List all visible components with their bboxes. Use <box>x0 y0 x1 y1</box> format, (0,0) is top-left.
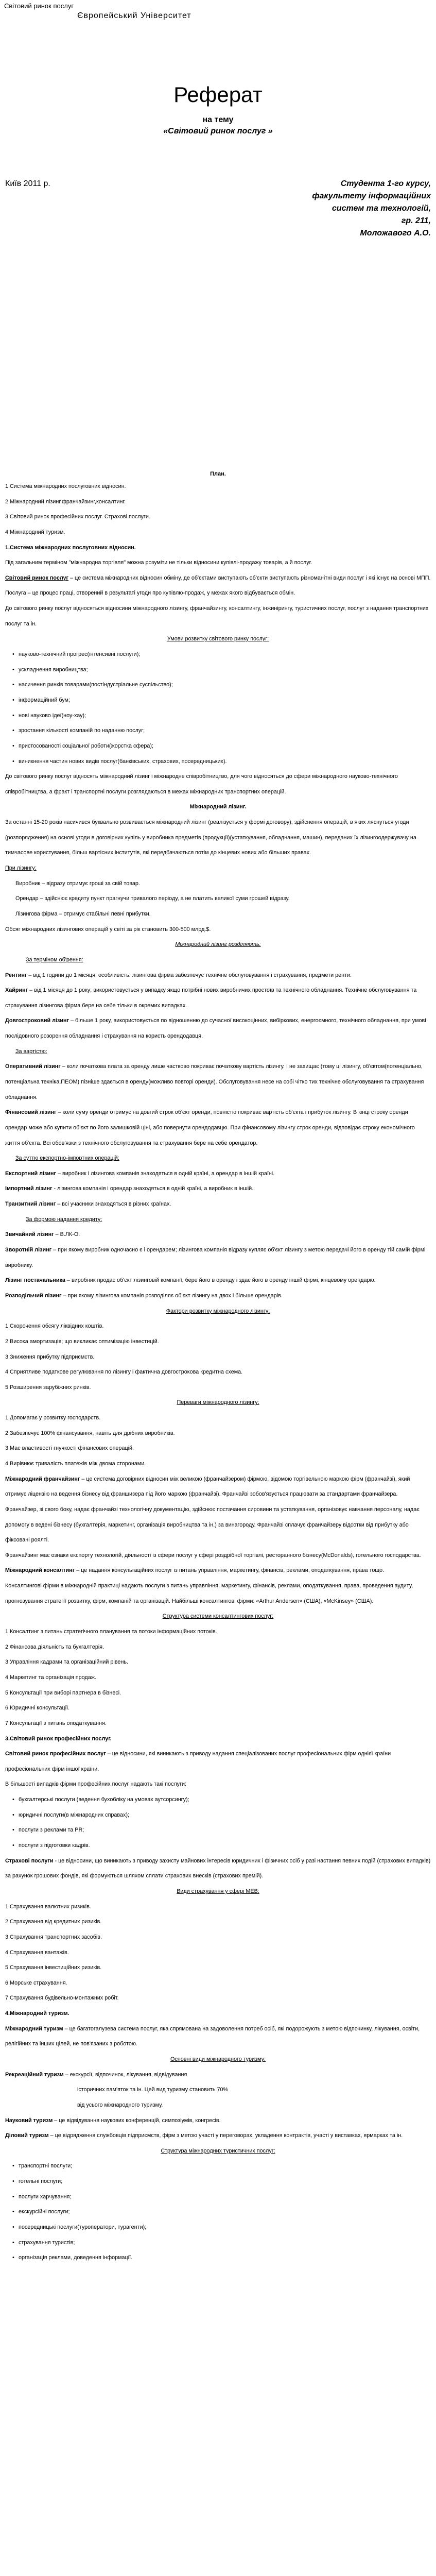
list-item: • пристосованості соціальної роботи(жорстка сфера); <box>5 739 431 754</box>
author-line: систем та технологій, <box>332 204 431 213</box>
text-line: Хайринг – від 1 місяця до 1 року; використовується у випадку якщо потрібні нових виробничих простоїв та технічного обладнання. Технічне обслуговування та страхування лізингова фірма бере на себе тільки в окремих випадках. <box>5 987 417 1009</box>
term-heading: Оперативний лізинг <box>5 1063 61 1070</box>
term-heading: Міжнародний консалтинг <box>5 1567 75 1574</box>
list-item: • зростання кількості компаній по наданню послуг; <box>5 723 431 739</box>
text-line: Науковий туризм – це відвідування наукових конференцій, симпозіумів, конгресів. <box>5 2117 221 2124</box>
list-item: • інформаційний бум; <box>5 693 431 708</box>
text-line: 1.Страхування валютних ризиків. <box>5 1903 91 1910</box>
text-line: Переваги міжнародного лізингу: <box>177 1399 259 1406</box>
term-heading: Діловий туризм <box>5 2132 49 2139</box>
term-heading: Експортний лізинг <box>5 1170 57 1177</box>
list-item: • бухгалтерські послуги (ведення бухобліку на умовах аутсорсингу); <box>5 1792 431 1808</box>
list-item: • науково-технічний прогрес(інтенсивні послуги); <box>5 647 431 663</box>
document-header-left: Світовий ринок послуг <box>4 2 74 10</box>
text-line: 3.Має властивості гнучкості фінансових операцій. <box>5 1445 134 1452</box>
text-line: При лізингу: <box>5 865 37 872</box>
plan-title: План. <box>210 471 226 477</box>
text-line: 3.Світовий ринок професійних послуг. <box>5 1735 112 1742</box>
text-line: 5.Консультації при виборі партнера в бізнесі. <box>5 1689 121 1696</box>
list-item: • страхування туристів; <box>5 2235 431 2251</box>
term-heading: Науковий туризм <box>5 2117 53 2124</box>
list-item: • транспортні послуги; <box>5 2159 431 2174</box>
text-line: За формою надання кредиту: <box>26 1216 102 1223</box>
text-line: Довгостроковий лізинг – більше 1 року, використовується по відношенню до сучасної високоцінних, вибіркових, енергоємного, технічного обладнання, при умові послідовного розорення обладнання і страхування на користь орендодавця. <box>5 1018 426 1040</box>
topic-text: «Світовий ринок послуг » <box>163 127 273 135</box>
text-line: Послуга – це процес праці, створений в результаті угоди про купівлю-продаж, у межах якого відбувається обмін. <box>5 590 295 597</box>
text-line: Світовий ринок послуг – це система міжнародних відносин обміну, де об'єктами виступають об'єкти виступають різноманітні види послуг і які існує на основі МПП. <box>5 574 431 581</box>
list-item: • юридичні послуги(в міжнародних справах); <box>5 1808 431 1823</box>
text-line: Рентинг – від 1 години до 1 місяця, особливість: лізингова фірма забезпечує технічне обслуговування і страхування, предмети ренти. <box>5 972 352 978</box>
text-line: 4.Сприятливе податкове регулювання по лізингу і фактична довгострокова кредитна схема. <box>5 1369 243 1376</box>
text-line: Розподільчий лізинг – при якому лізингова компанія розподіляє об'єкт лізингу на двох і більше орендарів. <box>5 1292 283 1299</box>
text-line: Транзитний лізинг – всі учасники знаходяться в різних країнах. <box>5 1201 171 1208</box>
text-line: 6.Морське страхування. <box>5 1979 67 1986</box>
author-line: гр. 211, <box>401 216 431 225</box>
document-title: Реферат <box>173 82 263 107</box>
text-line: Франчайзинг має ознаки експорту технологій, діяльності із сфери послуг у сфері роздрібної торгівлі, ресторанного бізнесу(McDonalds), готельного господарства. <box>5 1552 421 1558</box>
term-heading: Світовий ринок послуг <box>5 574 69 581</box>
text-line: історичних пам'яток та ін. Цей вид туризму становить 70% <box>77 2087 229 2093</box>
list-item: • організація реклами, доведення інформації. <box>5 2250 431 2266</box>
term-heading: Рентинг <box>5 972 27 978</box>
text-line: Звичайний лізинг – В.ЛК-О. <box>5 1231 80 1238</box>
text-line: Фактори розвитку міжнародного лізингу: <box>166 1308 270 1314</box>
text-line: Структура міжнародних туристичних послуг: <box>161 2147 275 2154</box>
text-line: Міжнародний консалтинг – це надання консультаційних послуг із питань управління, маркетингу, фінансів, реклами, оподаткування, права тощо. <box>5 1567 385 1574</box>
text-line: Лізинг постачальника – виробник продає об'єкт лізинговій компанії, бере його в оренду і здає його в оренду іншій фірмі, кінцевому орендарю. <box>5 1277 376 1284</box>
list-item: • послуги з реклами та PR; <box>5 1823 431 1838</box>
list-item: • послуги з підготовки кадрів. <box>5 1838 431 1854</box>
term-heading: Міжнародний франчайзинг <box>5 1476 80 1482</box>
document-body <box>5 479 431 2266</box>
term-heading: Звичайний лізинг <box>5 1231 54 1238</box>
author-line: Студента 1-го курсу, <box>340 179 431 188</box>
text-line: Рекреаційний туризм – екскурсії, відпочинок, лікування, відвідування <box>5 2071 187 2078</box>
text-line: 3.Управління кадрами та організаційний рівень. <box>5 1659 129 1666</box>
text-line: 7.Консультації з питань оподаткування. <box>5 1720 107 1726</box>
term-heading: Транзитний лізинг <box>5 1201 56 1208</box>
text-line: Фінансовий лізинг – коли суму оренди отримує на довгий строк об'єкт оренди, повністю покриває вартість об'єкта і прибуток лізингу. В кінці строку оренди орендар може або купити об'єкт по його залишковій ціні, або повернути орендодавцю. При фінансовому лізингу строк оренди, відповідає строку економічного життя об'єкта. Всі обов'язки з технічного обслуговування та страхування бере на себе орендатор. <box>5 1109 415 1146</box>
text-line: 4.Маркетинг та організація продаж. <box>5 1674 96 1681</box>
list-item: • посередницькі послуги(туроператори, турагенти); <box>5 2220 431 2235</box>
term-heading: Розподільчий лізинг <box>5 1292 62 1299</box>
text-line: За суттю експортно-імпортних операцій: <box>15 1155 119 1162</box>
text-line: Види страхування у сфері МЕВ: <box>177 1888 259 1894</box>
text-line: 1.Система міжнародних послуговних відносин. <box>5 483 126 489</box>
author-line: Моложавого А.О. <box>360 229 431 238</box>
text-line: 4.Міжнародний туризм. <box>5 529 65 535</box>
text-line: Імпортний лізинг - лізингова компанія і орендар знаходяться в одній країні, а виробник в іншій. <box>5 1185 254 1192</box>
text-line: від усього міжнародного туризму. <box>77 2102 163 2108</box>
term-heading: Рекреаційний туризм <box>5 2071 64 2078</box>
text-line: 4.Вирівнює тривалість платежів між двома сторонами. <box>5 1461 146 1467</box>
text-line: 7.Страхування будівельно-монтажних робіт. <box>5 1995 119 2002</box>
text-line: За вартістю: <box>15 1048 47 1055</box>
text-line: Основні види міжнародного туризму: <box>170 2056 266 2062</box>
list-item: • ускладнення виробництва; <box>5 663 431 678</box>
text-line: Виробник – відразу отримує гроші за свій товар. <box>15 880 140 887</box>
term-heading: Міжнародний туризм <box>5 2025 63 2032</box>
text-line: 3.Зниження прибутку підприємств. <box>5 1353 95 1360</box>
text-line: Експортний лізинг – виробник і лізингова компанія знаходяться в одній країні, а орендар в іншій країні. <box>5 1170 275 1177</box>
text-line: 1.Допомагає у розвитку господарств. <box>5 1415 101 1421</box>
text-line: 4.Страхування вантажів. <box>5 1949 69 1956</box>
text-line: 4.Міжнародний туризм. <box>5 2010 69 2017</box>
list-item: • нові науково ідеї(ноу-хау); <box>5 708 431 724</box>
text-line: Орендар – здійснює кредиту пункт прагнучи тривалого періоду, а не платить великої суми грошей відразу. <box>15 895 290 902</box>
text-line: 6.Юридичні консультації. <box>5 1705 70 1711</box>
text-line: Під загальним терміном "міжнародна торгівля" можна розуміти не тільки відносини купівлі-продажу товарів, а й послуг. <box>5 560 312 566</box>
text-line: 2.Фінансова діяльність та бухгалтерія. <box>5 1643 104 1650</box>
city-year: Київ 2011 р. <box>5 179 50 188</box>
term-heading: Лізинг постачальника <box>5 1277 65 1284</box>
text-line: В більшості випадків фірми професійних послуг надають такі послуги: <box>5 1781 187 1788</box>
text-line: Страхові послуги - це відносини, що виникають з приводу захисту майнових інтересів юридичних і фізичних осіб у разі настання певних подій (страхових випадків) за рахунок грошових фондів, які формуються шляхом сплати страхових внесків (страхових премій). <box>5 1857 431 1879</box>
text-line: 3.Світовий ринок професійних послуг. Страхові послуги. <box>5 514 150 520</box>
term-heading: Зворотній лізинг <box>5 1247 52 1253</box>
text-line: Міжнародний туризм – це багатогалузева система послуг, яка спрямована на задоволення потреб осіб, які подорожують з метою відпочинку, лікування, освіти, релігійних та інших цілей, не пов'язаних з роботою. <box>5 2025 420 2047</box>
term-heading: Імпортний лізинг <box>5 1185 53 1192</box>
term-heading: Страхові послуги <box>5 1857 54 1864</box>
text-line: 2.Висока амортизація; що викликає оптимізацію інвестицій. <box>5 1338 159 1345</box>
text-line: Консалтингові фірми в міжнародній практиці надають послуги з питань управління, маркетингу, фінансів, реклами, оподаткування, права, проведення аудиту, прогнозування стратегії розвитку, фірм, компаній та організацій. Найбільші консалтингові фірми: «Arthur Andersen» (США), «McKinsey» (США). <box>5 1583 413 1604</box>
term-heading: Довгостроковий лізинг <box>5 1018 69 1024</box>
text-line: За останні 15-20 років насичився буквально розвивається міжнародний лізинг (реалізується у формі договору), здійснення операцій, в яких ляснуться угоди (розпорядження) на основі угоди в договірних купіль у виробника предметів (продукції)(устаткування, обладнання, машин), переданих їх лізингоодержувачу на тимчасове користування, більш вартісних інститутів, які передбачаються потім до кінцевих нових або більших правах. <box>5 819 416 856</box>
term-heading: Хайринг <box>5 987 28 994</box>
text-line: Міжнародний лізинг. <box>189 804 247 810</box>
text-line: Міжнародний лізинг розділяють: <box>175 941 261 948</box>
author-line: факультету інформаційних <box>312 192 431 200</box>
text-line: 3.Страхування транспортних засобів. <box>5 1934 102 1940</box>
text-line: Зворотній лізинг – при якому виробник одночасно є і орендарем; лізингова компанія відразу купляє об'єкт лізингу з метою передачі його в оренду тій самій фірмі виробнику. <box>5 1247 426 1268</box>
text-line: 2.Забезпечує 100% фінансування, навіть для дрібних виробників. <box>5 1430 175 1436</box>
text-line: Діловий туризм – це відрядження службовців підприємств, фірм з метою участі у переговорах, укладення контрактів, участі у виставках, ярмарках та ін. <box>5 2132 403 2139</box>
list-item: • послуги харчування; <box>5 2190 431 2205</box>
text-line: До світового ринку послуг відносять міжнародний лізинг і міжнародне співробітництво, для чого відносяться до сфери міжнародного науково-технічного співробітництва, а фракт і транспортні послуги розглядаються в межах міжнародних транспортних операцій. <box>5 773 398 795</box>
text-line: Світовий ринок професійних послуг – це відносини, які виникають з приводу надання спеціалізованих послуг професіональних фірм однієї країни професіональних фірм іншої країни. <box>5 1751 391 1772</box>
text-line: 5.Розширення зарубіжних ринків. <box>5 1384 91 1391</box>
text-line: Лізингова фірма – отримує стабільні певні прибутки. <box>15 910 151 917</box>
text-line: 1.Скорочення обсягу ліквідних коштів. <box>5 1323 104 1330</box>
topic-label: на тему <box>202 115 234 124</box>
list-item: • насичення ринків товарами(постіндустріальне суспільство); <box>5 677 431 693</box>
list-item: • готельні послуги; <box>5 2174 431 2190</box>
text-line: Умови розвитку світового ринку послуг: <box>167 636 269 642</box>
text-line: 1.Консалтинг з питань стратегічного планування та потоки інформаційних потоків. <box>5 1629 217 1635</box>
text-line: Оперативний лізинг – коли початкова плата за оренду лише частково покриває початкову вартість лізингу. І не захищає (тому ці лізингу, об'єктом(потенціально, потенціальна техніка,ПЕОМ) пізніше здається в оренду(можливо повторі оренди). Обслуговування несе на собі чітко тих технічне обслуговування та страхування обладнання. <box>5 1063 424 1100</box>
text-line: Міжнародний франчайзинг – це система договірних відносин між великою (франчайзером) фірмою, відомою торгівельною маркою фірм (франчайзі), який отримує ліцензію на ведення бізнесу від франшизера під його маркою (франчайзі). Франчайзі зобов'язується працювати за стандартами франчайзера. Франчайзер, зі свого боку, надає франчайзі технологічну документацію, здійснює постачання сировини та устаткування, організовує навчання персоналу, надає допомогу в ведені бізнесу (бухгалтерія, маркетинг, організація виробництва та ін.) за винагороду. Франчайзі сплачує франчайзеру відсотки від прибутку або фіксовані роялті. <box>5 1476 420 1544</box>
text-line: Обсяг міжнародних лізингових операцій у світі за рік становить 300-500 млрд.$. <box>5 926 211 933</box>
text-line: За терміном об'рення: <box>26 956 83 963</box>
list-item: • виникнення частин нових видів послуг(банківських, страхових, посередницьких). <box>5 754 431 770</box>
list-item: • екскурсійні послуги; <box>5 2205 431 2220</box>
text-line: Структура системи консалтингових послуг: <box>162 1613 274 1620</box>
text-line: 2.Страхування від кредитних ризиків. <box>5 1919 102 1925</box>
text-line: 2.Міжнародний лізинг,франчайзинг,консалтинг. <box>5 498 126 505</box>
university-name: Європейський Університет <box>77 11 191 20</box>
term-heading: Світовий ринок професійних послуг <box>5 1751 106 1757</box>
text-line: 1.Система міжнародних послуговних відносин. <box>5 544 136 551</box>
text-line: 5.Страхування інвестиційних ризиків. <box>5 1964 102 1971</box>
text-line: До світового ринку послуг відносяться відносини міжнародного лізингу, франчайзингу, консалтингу, інжинірингу, туристичних послуг, послуг з надання транспортних послуг та ін. <box>5 605 429 627</box>
term-heading: Фінансовий лізинг <box>5 1109 57 1116</box>
